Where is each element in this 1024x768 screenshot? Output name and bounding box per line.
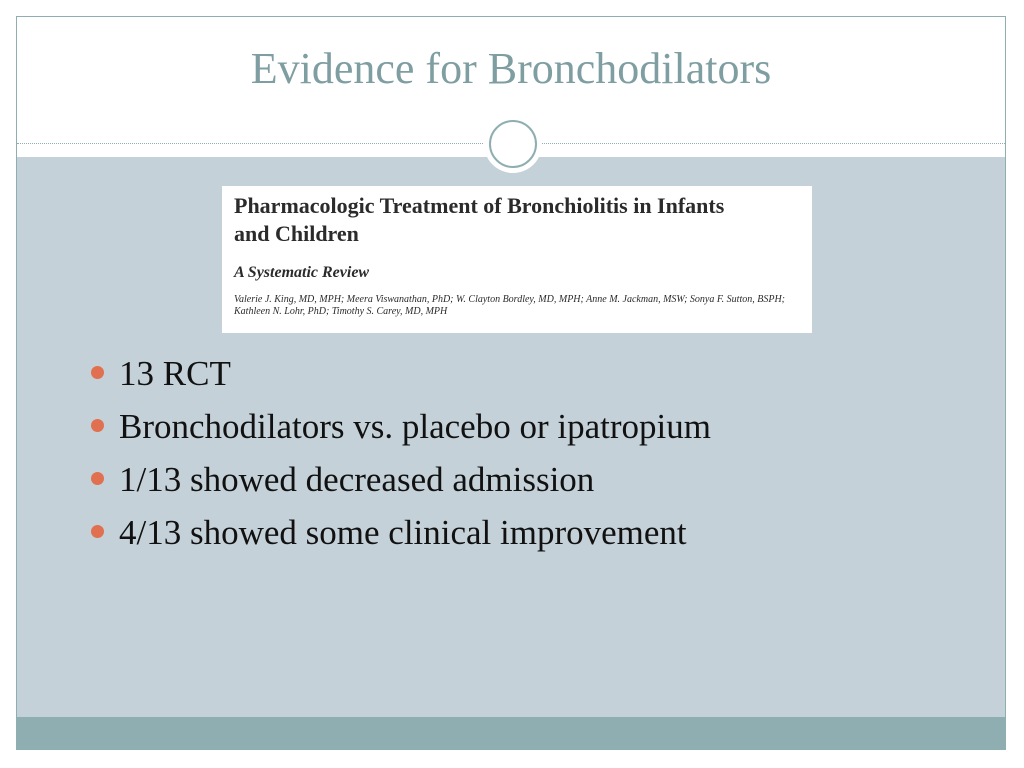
bullet-dot-icon [91,366,104,379]
article-subtitle: A Systematic Review [234,264,370,281]
bullet-text: 13 RCT [119,354,231,393]
slide-title: Evidence for Bronchodilators [250,44,772,93]
bullet-text: 1/13 showed decreased admission [119,460,595,499]
bullet-item [89,506,711,559]
footer-band [17,717,1005,750]
circle-ornament-icon [484,115,542,173]
circle-ring [489,120,537,168]
bullet-item [89,400,711,453]
bullet-dot-icon [91,525,104,538]
bullet-list [89,347,711,559]
article-authors: Valerie J. King, MD, MPH; Meera Viswanathan, PhD; W. Clayton Bordley, MD, MPH; Anne M. Jackman, MSW; Sonya F. Sutton, BSPH; Kathleen N. Lohr, PhD; Timothy S. Carey, MD, MPH [234,294,786,317]
bullet-item [89,453,711,506]
article-title: Pharmacologic Treatment of Bronchiolitis in Infants and Children [234,193,725,246]
slide [16,16,1006,750]
article-excerpt-image [222,186,812,333]
bullet-dot-icon [91,472,104,485]
bullet-text: Bronchodilators vs. placebo or ipatropium [119,407,711,446]
bullet-text: 4/13 showed some clinical improvement [119,513,687,552]
bullet-item [89,347,711,400]
bullet-dot-icon [91,419,104,432]
